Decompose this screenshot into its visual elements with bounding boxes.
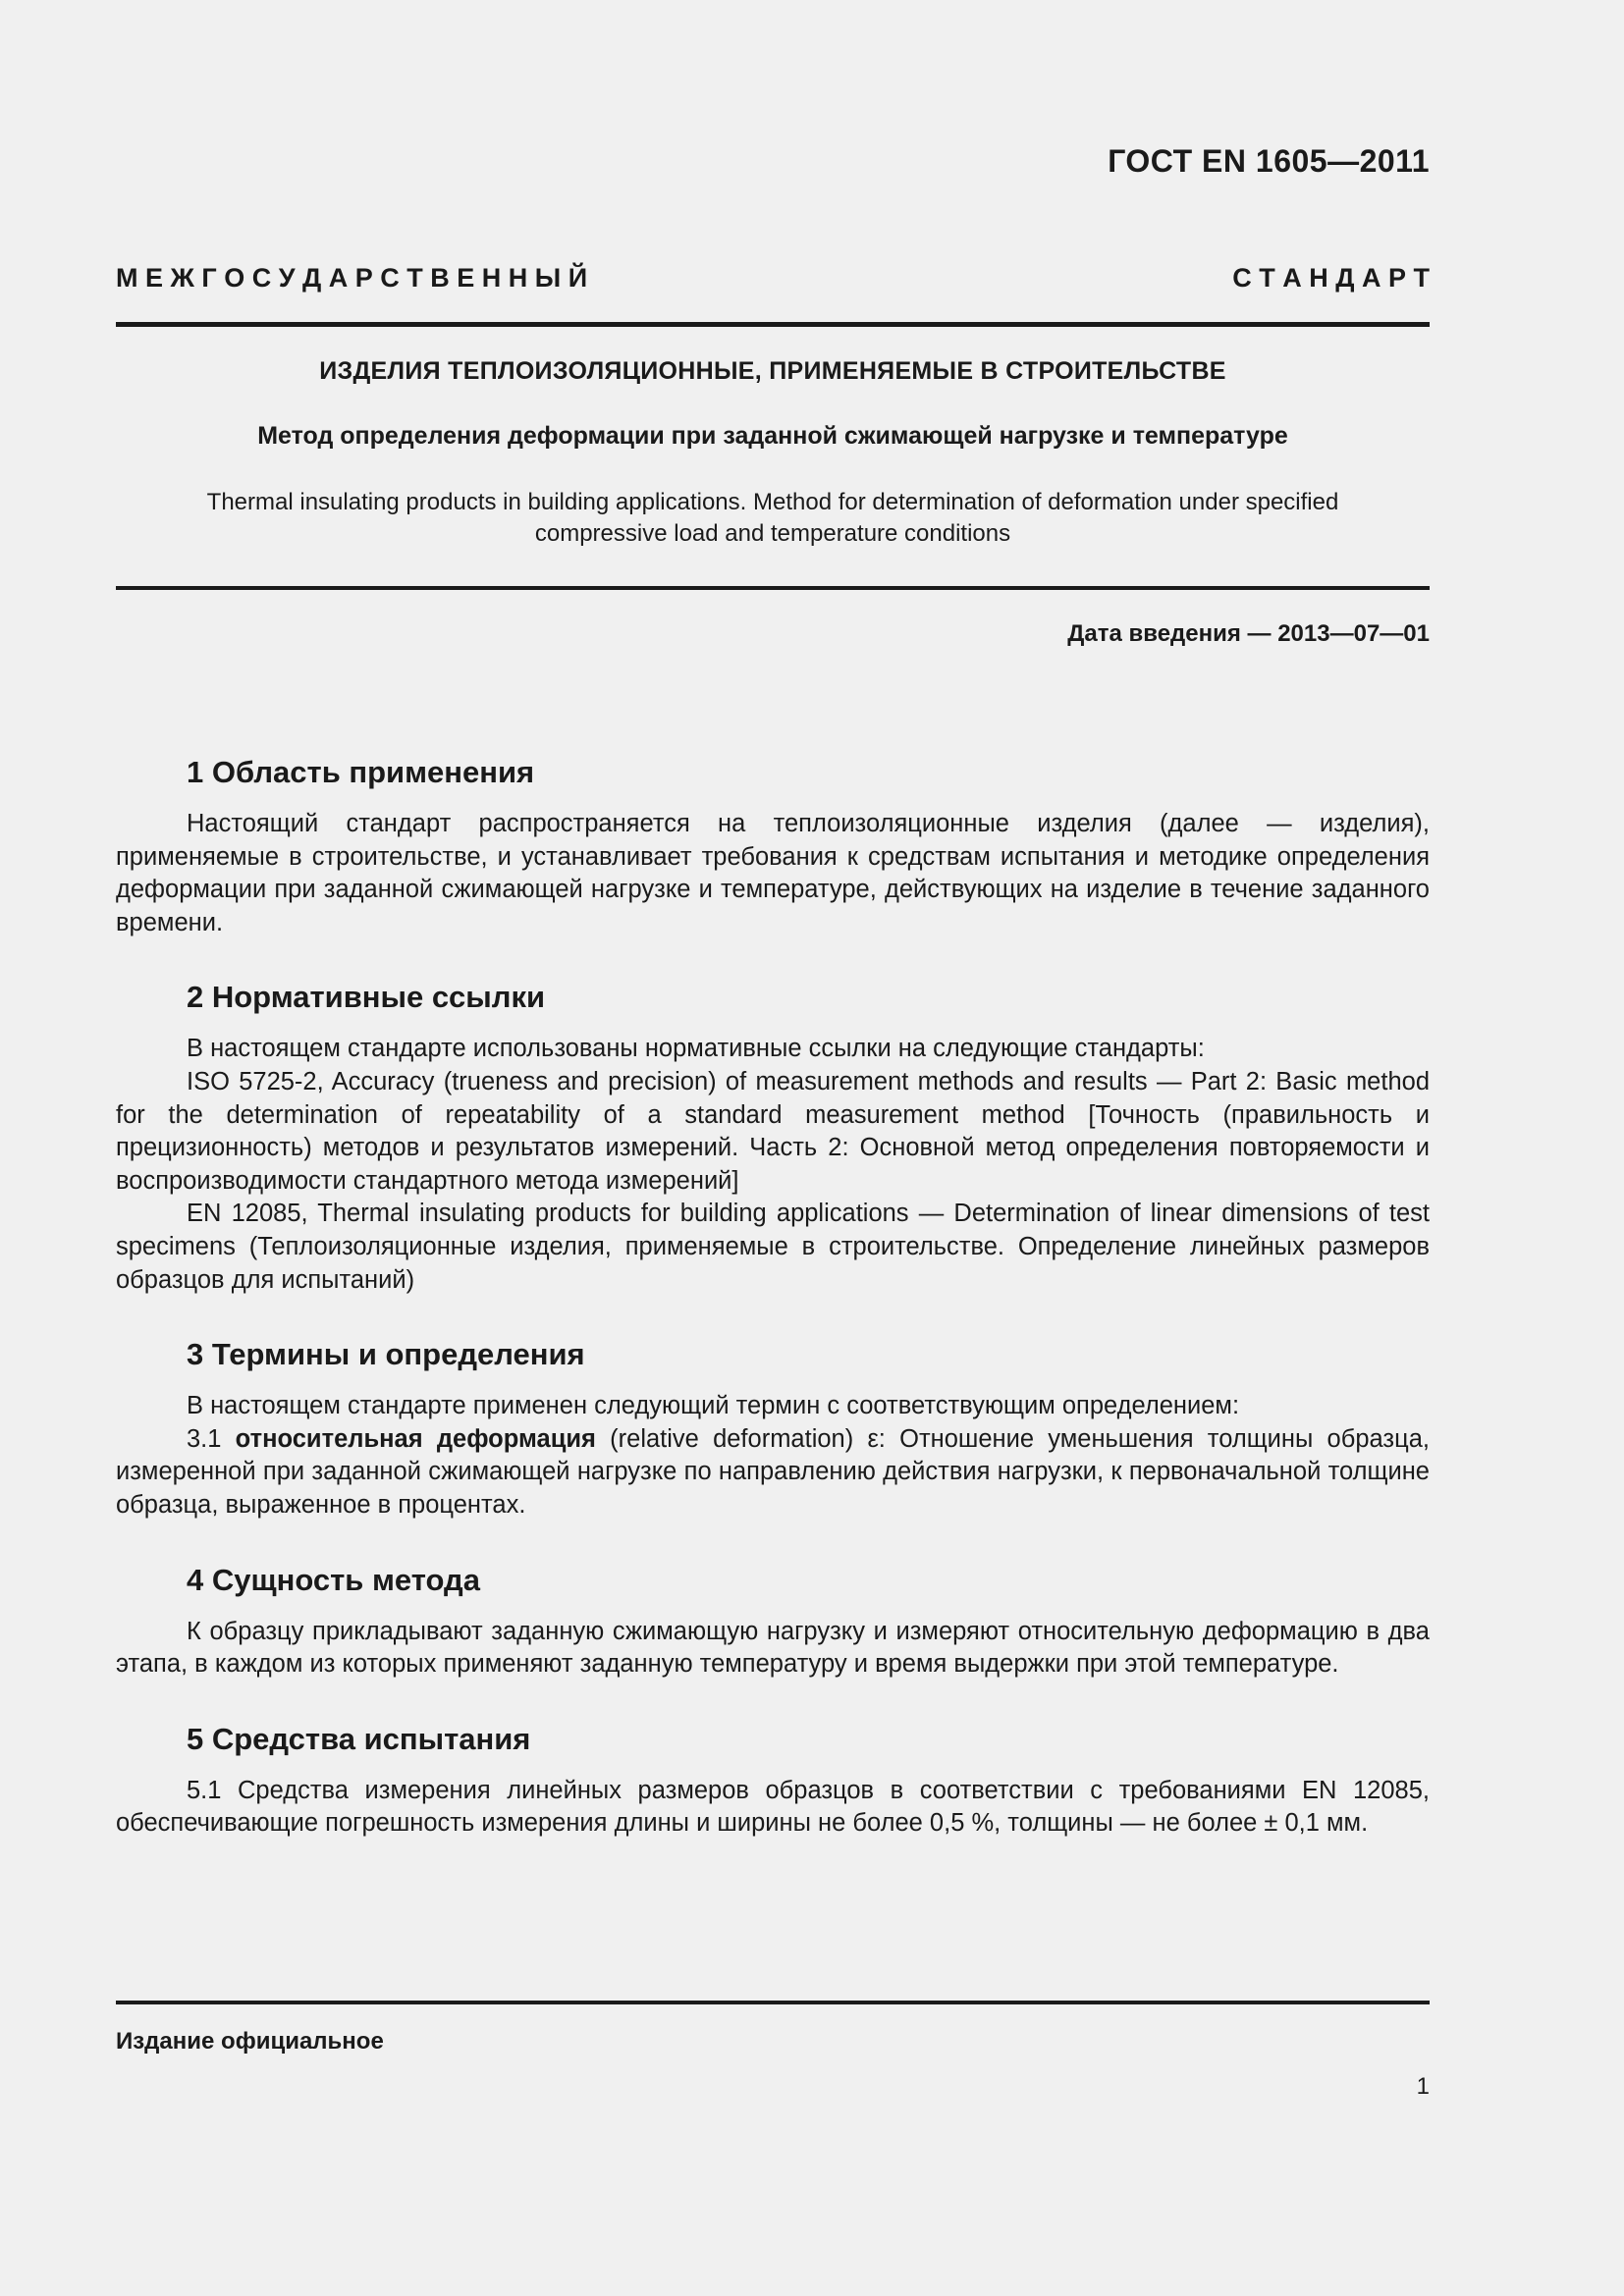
section-scope xyxy=(116,750,1430,939)
term-number: 3.1 xyxy=(187,1424,236,1453)
page-number: 1 xyxy=(1416,2073,1430,2100)
section-normative-references xyxy=(116,975,1430,1297)
section-heading: 3 Термины и определения xyxy=(187,1337,585,1372)
standard-type-heading xyxy=(116,263,1430,294)
title-divider xyxy=(116,586,1430,590)
document-title-english: Thermal insulating products in building applications. Method for determination of deformation under specified compressive load and temperature conditions xyxy=(206,489,1339,547)
term-definition xyxy=(116,1423,1430,1522)
document-body xyxy=(116,750,1430,1841)
paragraph: В настоящем стандарте использованы нормативные ссылки на следующие стандарты: xyxy=(187,1035,1205,1063)
reference-iso-5725-2: ISO 5725-2, Accuracy (trueness and precision) of measurement methods and results — Part 2: Basic method for the determination of repeatability of a standard measurement method [Точность (правильность и прецизионность) методов и результатов измерений. Часть 2: Основной метод определения повторяемости и воспроизводимости стандартного метода измерений] xyxy=(116,1067,1430,1195)
introduction-date: Дата введения — 2013—07—01 xyxy=(1067,620,1430,647)
document-subtitle: Метод определения деформации при заданной сжимающей нагрузке и температуре xyxy=(257,422,1288,450)
term-name: относительная деформация xyxy=(235,1424,596,1453)
section-test-equipment xyxy=(116,1717,1430,1841)
paragraph: Настоящий стандарт распространяется на теплоизоляционные изделия (далее — изделия), применяемые в строительстве, и устанавливает требования к средствам испытания и методике определения деформации при заданной сжимающей нагрузке и температуре, действующих на изделие в течение заданного времени. xyxy=(116,810,1430,936)
paragraph: 5.1 Средства измерения линейных размеров образцов в соответствии с требованиями EN 12085, обеспечивающие погрешность измерения длины и ширины не более 0,5 %, толщины — не более ± 0,1 мм. xyxy=(116,1776,1430,1838)
document-page xyxy=(116,0,1430,2296)
paragraph: В настоящем стандарте применен следующий термин с соответствующим определением: xyxy=(187,1392,1240,1420)
official-edition-label: Издание официальное xyxy=(116,2028,384,2055)
reference-en-12085: EN 12085, Thermal insulating products for building applications — Determination of linear dimensions of test specimens (Теплоизоляционные изделия, применяемые в строительстве. Определение линейных размеров образцов для испытаний) xyxy=(116,1200,1430,1294)
section-heading: 2 Нормативные ссылки xyxy=(187,980,546,1015)
section-heading: 5 Средства испытания xyxy=(187,1721,531,1756)
document-title: ИЗДЕЛИЯ ТЕПЛОИЗОЛЯЦИОННЫЕ, ПРИМЕНЯЕМЫЕ В СТРОИТЕЛЬСТВЕ xyxy=(319,357,1226,385)
section-heading: 1 Область применения xyxy=(187,755,535,789)
term-definition-text: (relative deformation) ε: Отношение уменьшения толщины образца, измеренной при заданной сжимающей нагрузке по направлению действия нагрузки, к первоначальной толщине образца, выраженное в процентах. xyxy=(116,1424,1430,1519)
footer-divider xyxy=(116,2001,1430,2004)
section-method-essence xyxy=(116,1558,1430,1682)
top-divider xyxy=(116,322,1430,327)
section-terms-definitions xyxy=(116,1332,1430,1522)
document-code: ГОСТ EN 1605—2011 xyxy=(1108,143,1430,179)
standard-type-word-1: М Е Ж Г О С У Д А Р С Т В Е Н Н Ы Й xyxy=(116,263,588,293)
paragraph: К образцу прикладывают заданную сжимающую нагрузку и измеряют относительную деформацию в два этапа, в каждом из которых применяют заданную температуру и время выдержки при этой температуре. xyxy=(116,1617,1430,1679)
standard-type-word-2: С Т А Н Д А Р Т xyxy=(1232,263,1430,293)
section-heading: 4 Сущность метода xyxy=(187,1562,480,1597)
